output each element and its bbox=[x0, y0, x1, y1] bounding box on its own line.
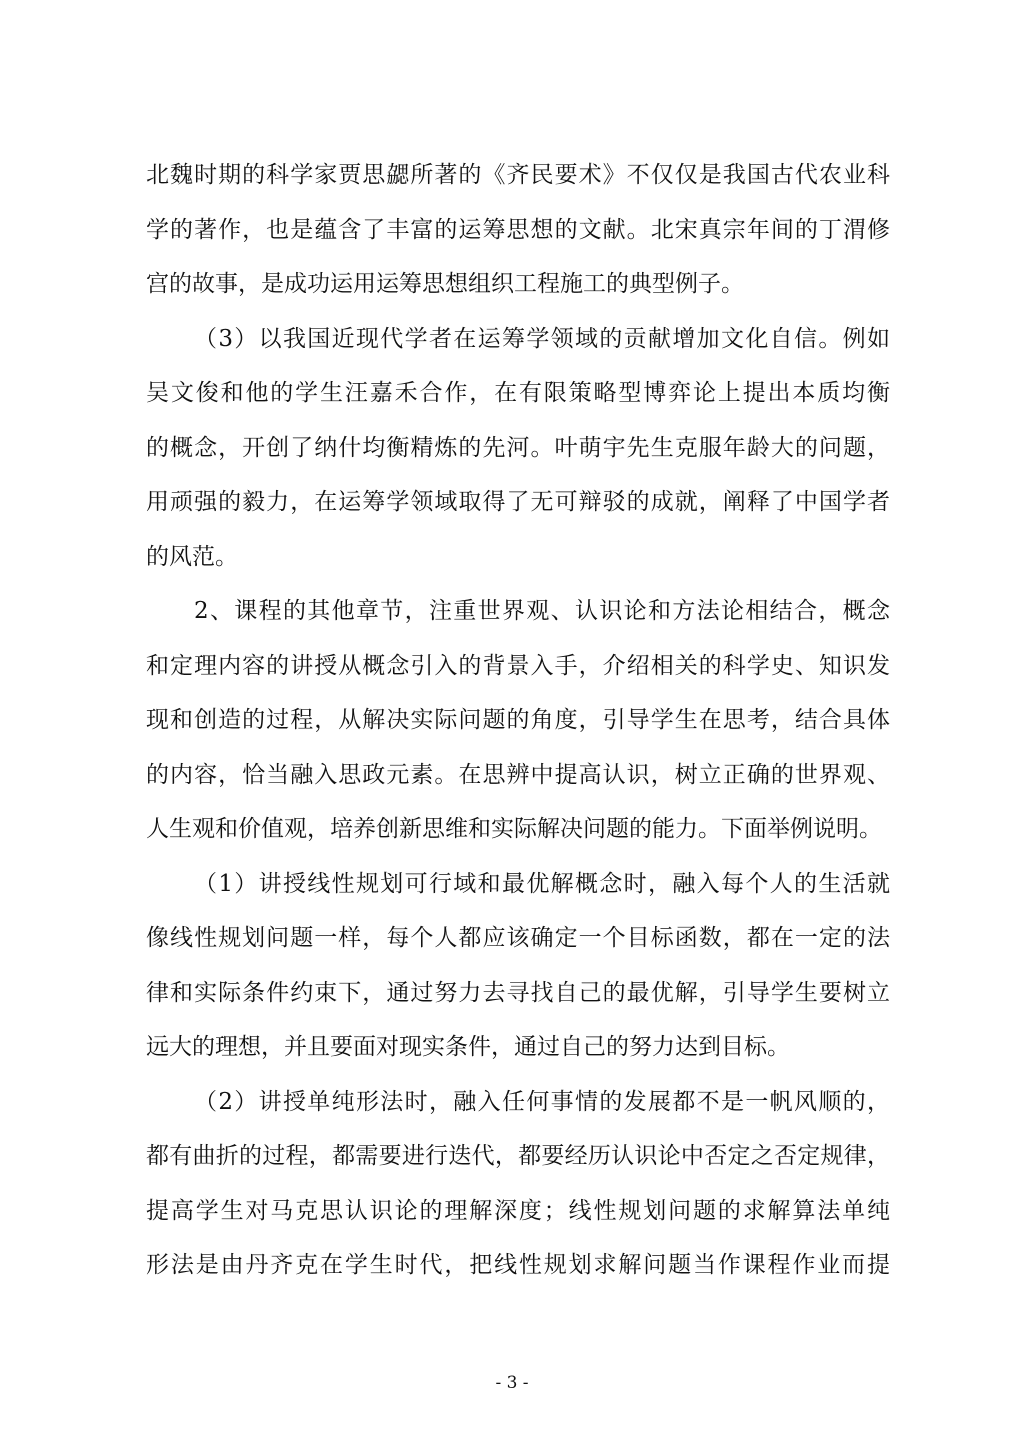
text-line: 北魏时期的科学家贾思勰所著的《齐民要术》不仅仅是我国古代农业科 bbox=[146, 162, 890, 188]
text-line: 人生观和价值观，培养创新思维和实际解决问题的能力。下面举例说明。 bbox=[146, 816, 882, 842]
text-line: 用顽强的毅力，在运筹学领域取得了无可辩驳的成就，阐释了中国学者 bbox=[146, 489, 890, 515]
page-number: - 3 - bbox=[495, 1373, 529, 1393]
text-line: 宫的故事，是成功运用运筹思想组织工程施工的典型例子。 bbox=[146, 271, 744, 297]
text-line: （2）讲授单纯形法时，融入任何事情的发展都不是一帆风顺的， bbox=[194, 1088, 890, 1115]
text-line: 学的著作，也是蕴含了丰富的运筹思想的文献。北宋真宗年间的丁渭修 bbox=[146, 216, 890, 243]
text-line: 都有曲折的过程，都需要进行迭代，都要经历认识论中否定之否定规律， bbox=[146, 1143, 890, 1169]
text-line: 的内容，恰当融入思政元素。在思辨中提高认识，树立正确的世界观、 bbox=[146, 761, 890, 788]
text-line: 像线性规划问题一样，每个人都应该确定一个目标函数，都在一定的法 bbox=[146, 925, 890, 951]
text-line: 2、课程的其他章节，注重世界观、认识论和方法论相结合，概念 bbox=[194, 598, 890, 624]
text-line: 形法是由丹齐克在学生时代，把线性规划求解问题当作课程作业而提 bbox=[146, 1252, 890, 1278]
text-line: 的概念，开创了纳什均衡精炼的先河。叶萌宇先生克服年龄大的问题， bbox=[146, 434, 890, 461]
text-line: 提高学生对马克思认识论的理解深度；线性规划问题的求解算法单纯 bbox=[146, 1197, 890, 1224]
text-line: 现和创造的过程，从解决实际问题的角度，引导学生在思考，结合具体 bbox=[146, 707, 890, 733]
text-line: 远大的理想，并且要面对现实条件，通过自己的努力达到目标。 bbox=[146, 1034, 790, 1060]
text-line: 的风范。 bbox=[146, 543, 238, 570]
text-line: 和定理内容的讲授从概念引入的背景入手，介绍相关的科学史、知识发 bbox=[146, 652, 890, 679]
text-line: （3）以我国近现代学者在运筹学领域的贡献增加文化自信。例如 bbox=[194, 325, 890, 352]
body-text bbox=[146, 148, 890, 1293]
text-line: 律和实际条件约束下，通过努力去寻找自己的最优解，引导学生要树立 bbox=[146, 979, 890, 1006]
text-line: 吴文俊和他的学生汪嘉禾合作，在有限策略型博弈论上提出本质均衡 bbox=[146, 380, 890, 406]
text-line: （1）讲授线性规划可行域和最优解概念时，融入每个人的生活就 bbox=[194, 870, 890, 897]
